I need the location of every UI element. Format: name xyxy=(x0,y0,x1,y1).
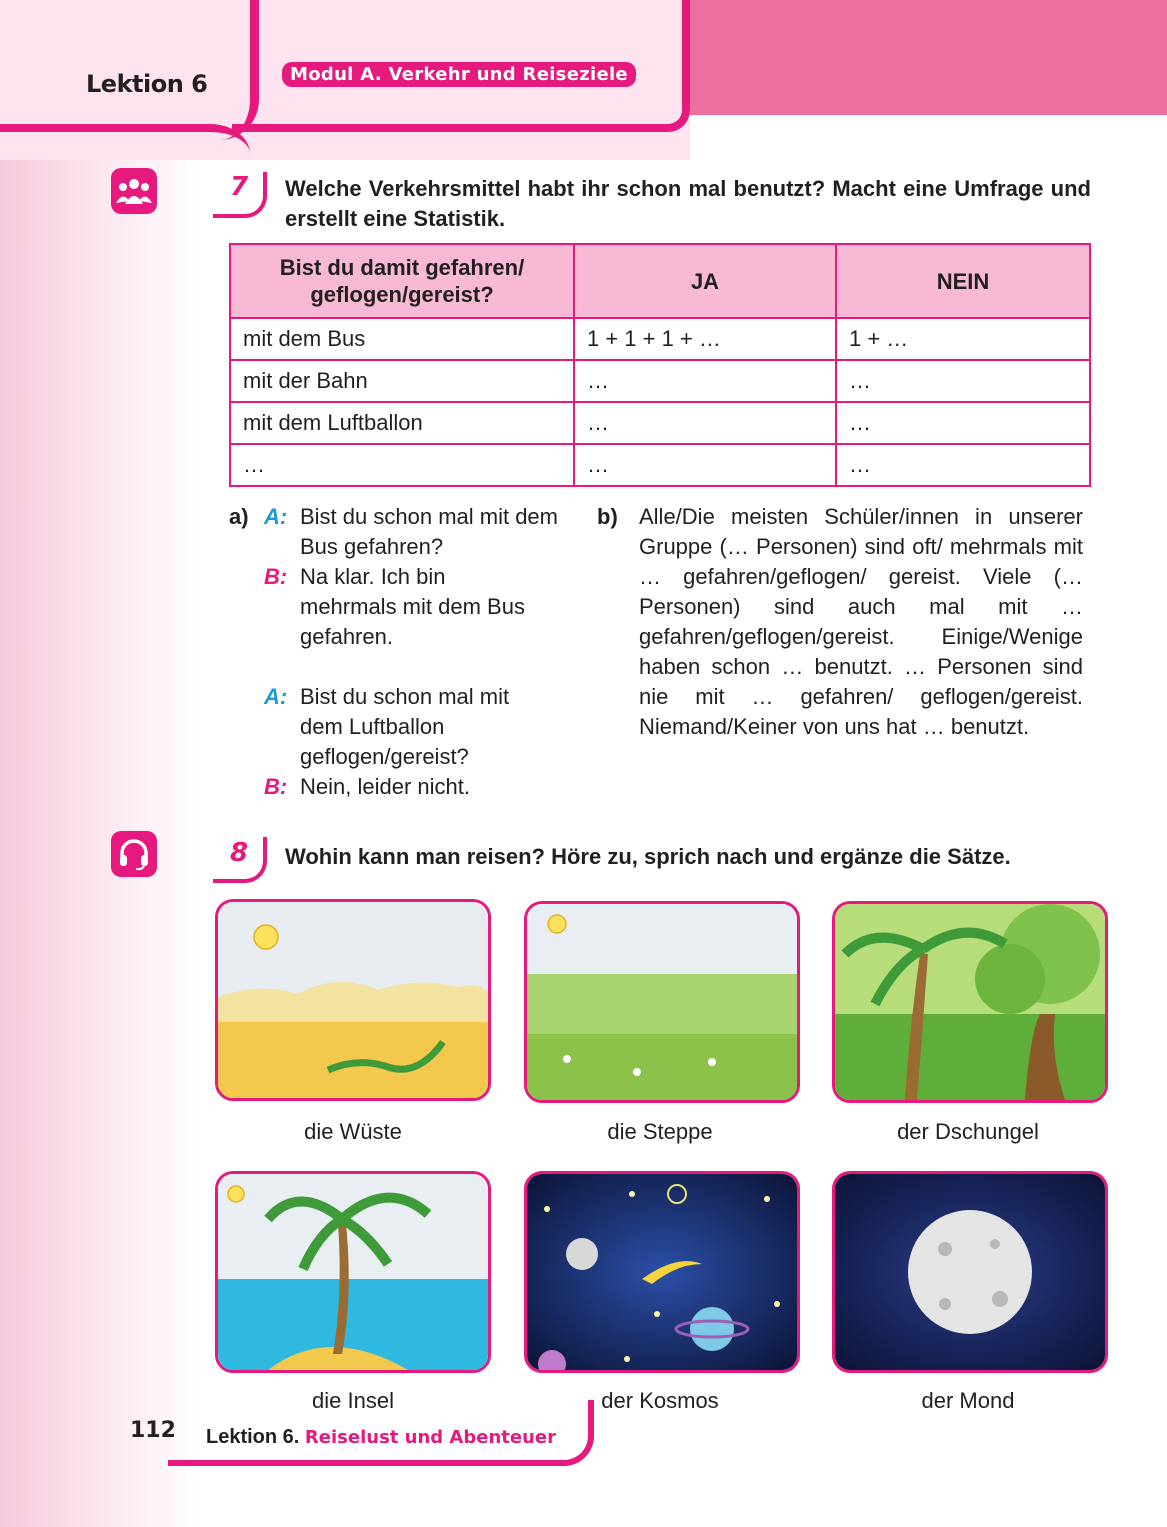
dialog-line: Nein, leider nicht. xyxy=(300,774,470,799)
table-row xyxy=(230,402,1090,444)
table-cell: 1 + … xyxy=(836,318,1090,360)
table-row xyxy=(230,360,1090,402)
task-7-number: 7 xyxy=(230,172,249,202)
footer-title xyxy=(206,1426,556,1449)
header-band xyxy=(660,0,1167,115)
desert-picture xyxy=(215,899,491,1101)
header-divider xyxy=(210,0,259,140)
task-8-instruction: Wohin kann man reisen? Höre zu, sprich nach und ergänze die Sätze. xyxy=(285,844,1011,869)
table-cell: mit dem Luftballon xyxy=(230,402,574,444)
task-8-number: 8 xyxy=(230,838,249,868)
table-row xyxy=(230,444,1090,486)
steppe-picture xyxy=(524,901,800,1103)
table-cell: … xyxy=(574,360,836,402)
page-number: 112 xyxy=(130,1418,176,1443)
text-b-label: b) xyxy=(597,504,618,529)
table-cell: 1 + 1 + 1 + … xyxy=(574,318,836,360)
caption-space: der Kosmos xyxy=(601,1388,719,1413)
table-cell: … xyxy=(836,402,1090,444)
speaker-a: A: xyxy=(264,684,288,709)
table-cell: … xyxy=(230,444,574,486)
caption-steppe: die Steppe xyxy=(607,1119,713,1144)
caption-jungle: der Dschungel xyxy=(897,1119,1039,1144)
table-cell: mit dem Bus xyxy=(230,318,574,360)
header-underline xyxy=(0,124,250,172)
table-row xyxy=(230,318,1090,360)
space-picture xyxy=(524,1171,800,1373)
table-header-ja: JA xyxy=(574,244,836,318)
dialog-line: Bist du schon mal mit dem Bus gefahren? xyxy=(300,504,558,559)
speaker-a: A: xyxy=(264,504,288,529)
table-header-question: Bist du damit gefahren/ geflogen/gereist? xyxy=(230,244,574,318)
jungle-picture xyxy=(832,901,1108,1103)
caption-island: die Insel xyxy=(312,1388,394,1413)
left-margin-gradient xyxy=(0,0,200,1527)
speaker-b: B: xyxy=(264,774,288,799)
caption-desert: die Wüste xyxy=(304,1119,402,1144)
footer-chapter-title: Reiselust und Abenteuer xyxy=(304,1427,556,1448)
task-7-instruction: Welche Verkehrsmittel habt ihr schon mal benutzt? Macht eine Umfrage und erstellt eine Statistik. xyxy=(285,176,1091,231)
table-header-nein: NEIN xyxy=(836,244,1090,318)
modul-title: Modul A. Verkehr und Reiseziele xyxy=(282,62,636,87)
table-cell: … xyxy=(836,444,1090,486)
headphones-icon xyxy=(111,831,157,877)
table-cell: … xyxy=(574,444,836,486)
moon-picture xyxy=(832,1171,1108,1373)
dialog-line: Bist du schon mal mit dem Luftballon geflogen/gereist? xyxy=(300,684,510,769)
survey-table xyxy=(229,243,1091,487)
dialog-line: Na klar. Ich bin mehrmals mit dem Bus gefahren. xyxy=(300,564,525,649)
island-picture xyxy=(215,1171,491,1373)
table-header-row xyxy=(230,244,1090,318)
dialog-a-label: a) xyxy=(229,504,249,529)
table-cell: … xyxy=(836,360,1090,402)
table-cell: … xyxy=(574,402,836,444)
lektion-badge: Lektion 6 xyxy=(86,70,208,98)
speaker-b: B: xyxy=(264,564,288,589)
text-b-body: Alle/Die meisten Schüler/innen in unserer Gruppe (… Personen) sind oft/ mehrmals mit … gefahren/geflogen/ gereist. Viele (… Personen) sind auch mal mit … gefahren/geflogen/gereist. Einige/Wenige haben schon … benutzt. … Personen sind nie mit … gefahren/ geflogen/gereist. Niemand/Keiner von uns hat … benutzt. xyxy=(639,504,1083,739)
caption-moon: der Mond xyxy=(921,1388,1015,1413)
group-work-icon xyxy=(111,168,157,214)
table-cell: mit der Bahn xyxy=(230,360,574,402)
footer-lektion: Lektion 6. xyxy=(206,1426,300,1448)
